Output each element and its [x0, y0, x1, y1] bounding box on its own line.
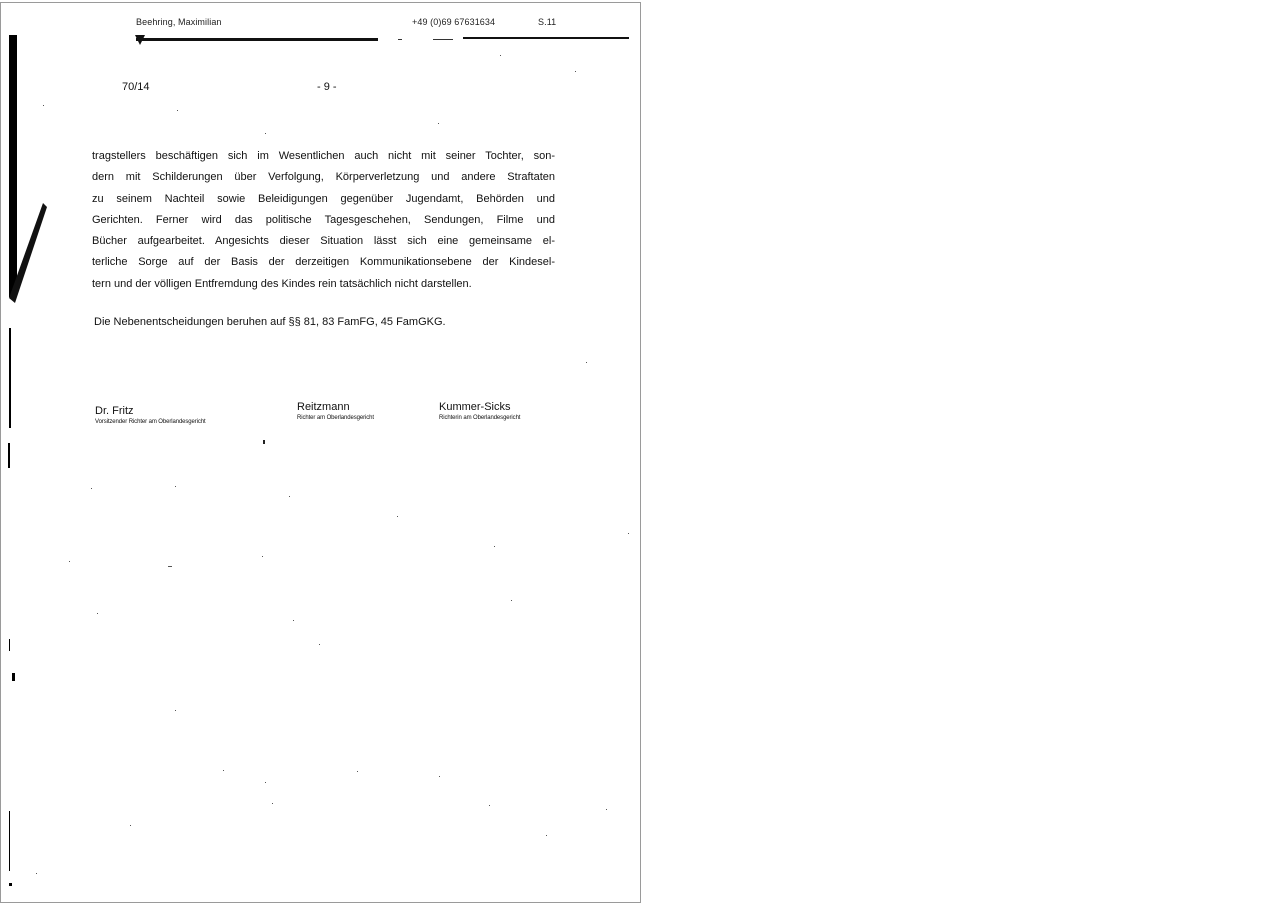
header-rule-right [463, 37, 629, 39]
scan-speck [265, 133, 266, 134]
ancillary-decisions: Die Nebenentscheidungen beruhen auf §§ 81, 83 FamFG, 45 FamGKG. [94, 316, 446, 328]
signature-block [95, 405, 206, 426]
scan-speck [168, 566, 172, 567]
scan-speck [319, 644, 320, 645]
scan-speck [97, 613, 98, 614]
file-number: 70/14 [122, 81, 150, 93]
scan-speck [438, 123, 439, 124]
scan-speck [546, 835, 547, 836]
scan-speck [293, 620, 294, 621]
scan-speck [628, 533, 629, 534]
page-number: - 9 - [317, 81, 337, 93]
signature-block [297, 401, 374, 422]
scan-speck [575, 71, 576, 72]
document-page [0, 2, 641, 903]
signatory-title: Richterin am Oberlandesgericht [439, 415, 521, 421]
body-line: tern und der völligen Entfremdung des Kindes rein tatsächlich nicht darstellen. [92, 277, 472, 290]
header-rule-dash [398, 39, 402, 40]
body-line: tragstellers beschäftigen sich im Wesentlichen auch nicht mit seiner Tochter, son- [92, 150, 555, 162]
body-paragraph [92, 146, 555, 295]
scan-margin-mark [9, 811, 10, 871]
signature-block [439, 401, 520, 422]
scan-speck [606, 809, 607, 810]
scan-speck [494, 546, 495, 547]
scan-speck [130, 825, 131, 826]
scan-margin-mark [12, 673, 15, 681]
body-line: Gerichten. Ferner wird das politische Tagesgeschehen, Sendungen, Filme und [92, 213, 555, 226]
body-line: dern mit Schilderungen über Verfolgung, Körperverletzung und andere Straftaten [92, 171, 555, 184]
header-rule [136, 38, 378, 41]
scan-margin-mark [9, 883, 12, 886]
scan-speck [36, 873, 37, 874]
scan-margin-mark [8, 443, 10, 468]
scan-speck [439, 776, 440, 777]
body-line: terliche Sorge auf der Basis der derzeitigen Kommunikationsebene der Kindesel- [92, 256, 555, 269]
scan-speck [69, 561, 70, 562]
signatory-title: Richter am Oberlandesgericht [297, 415, 374, 421]
fax-sender: Beehring, Maximilian [136, 17, 222, 27]
fax-phone-number: +49 (0)69 67631634 [412, 17, 496, 27]
scan-speck [397, 516, 398, 517]
scan-margin-mark [9, 328, 11, 428]
body-line: zu seinem Nachteil sowie Beleidigungen gegenüber Jugendamt, Behörden und [92, 192, 555, 205]
scan-speck [586, 362, 587, 363]
scan-speck [265, 782, 266, 783]
scan-speck [223, 770, 224, 771]
scan-speck [43, 105, 44, 106]
scan-speck [262, 556, 263, 557]
scan-speck [272, 803, 273, 804]
scan-speck [263, 440, 265, 444]
scan-speck [91, 488, 92, 489]
signatory-name: Dr. Fritz [95, 405, 134, 417]
scan-speck [357, 771, 358, 772]
scan-speck [175, 486, 176, 487]
scan-speck [177, 110, 178, 111]
scan-speck [289, 496, 290, 497]
scan-speck [500, 55, 501, 56]
scan-margin-smudge [9, 183, 49, 303]
scan-margin-mark [9, 639, 10, 651]
signatory-name: Reitzmann [297, 401, 350, 413]
signatory-name: Kummer-Sicks [439, 401, 511, 413]
signatory-title: Vorsitzender Richter am Oberlandesgericht [95, 419, 206, 425]
scan-speck [175, 710, 176, 711]
scan-speck [511, 600, 512, 601]
fax-page-number: S.11 [538, 17, 557, 27]
scan-speck [489, 805, 490, 806]
body-line: Bücher aufgearbeitet. Angesichts dieser Situation lässt sich eine gemeinsame el- [92, 235, 555, 248]
header-rule-dash [433, 39, 453, 40]
